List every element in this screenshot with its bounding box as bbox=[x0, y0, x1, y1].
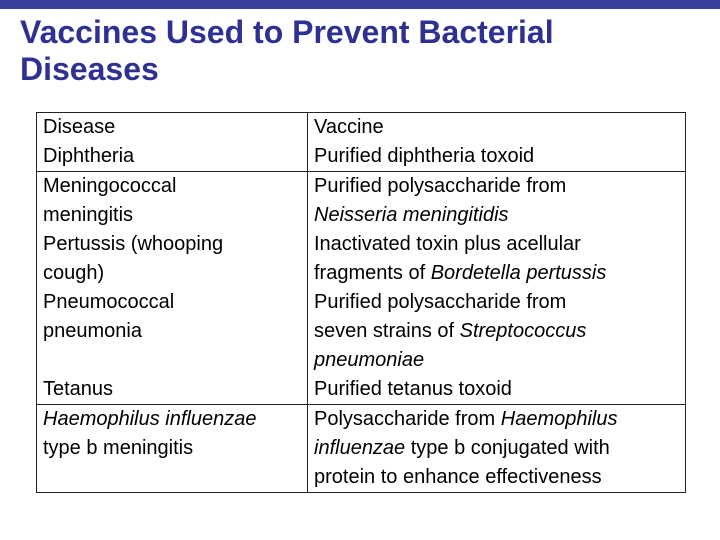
vaccine-pertussis-l1: Inactivated toxin plus acellular bbox=[314, 233, 581, 255]
vaccine-table bbox=[36, 112, 686, 493]
top-accent-bar bbox=[0, 0, 720, 9]
disease-cell bbox=[37, 172, 308, 405]
disease-cell bbox=[37, 113, 308, 172]
table-row bbox=[37, 405, 686, 493]
disease-pertussis-l1: Pertussis (whooping bbox=[43, 233, 224, 255]
species-name: Haemophilus influenzae bbox=[43, 408, 257, 430]
vaccine-pertussis-l2 bbox=[314, 259, 681, 288]
vaccine-cell bbox=[308, 405, 686, 493]
vaccine-tetanus: Purified tetanus toxoid bbox=[314, 378, 512, 400]
vaccine-hib-l2 bbox=[314, 434, 681, 463]
disease-diphtheria: Diphtheria bbox=[43, 145, 135, 167]
disease-pneumococcal-l1: Pneumococcal bbox=[43, 291, 175, 313]
disease-tetanus: Tetanus bbox=[43, 378, 114, 400]
table-row bbox=[37, 172, 686, 405]
vaccine-pneumococcal-l3 bbox=[314, 346, 681, 375]
species-name: Haemophilus bbox=[500, 408, 618, 430]
species-name: Bordetella pertussis bbox=[430, 262, 607, 284]
vaccine-diphtheria: Purified diphtheria toxoid bbox=[314, 145, 535, 167]
slide-title: Vaccines Used to Prevent Bacterial Diseases bbox=[20, 14, 554, 87]
vaccine-pneumococcal-l1: Purified polysaccharide from bbox=[314, 291, 567, 313]
header-disease: Disease bbox=[43, 116, 116, 138]
disease-meningococcal-l2: meningitis bbox=[43, 204, 134, 226]
text-fragment: Polysaccharide from bbox=[314, 408, 501, 430]
species-name: Neisseria meningitidis bbox=[314, 204, 509, 226]
disease-cell bbox=[37, 405, 308, 493]
vaccine-cell bbox=[308, 172, 686, 405]
vaccine-hib-l1 bbox=[314, 405, 681, 434]
text-fragment: seven strains of bbox=[314, 320, 460, 342]
disease-hib-l1 bbox=[43, 405, 303, 434]
disease-pertussis-l2: cough) bbox=[43, 262, 105, 284]
species-name: pneumoniae bbox=[314, 349, 425, 371]
disease-pneumococcal-l2: pneumonia bbox=[43, 320, 142, 342]
vaccine-meningococcal-l2 bbox=[314, 201, 681, 230]
vaccine-pneumococcal-l2 bbox=[314, 317, 681, 346]
header-vaccine: Vaccine bbox=[314, 116, 384, 138]
vaccine-hib-l3: protein to enhance effectiveness bbox=[314, 466, 602, 488]
text-fragment: fragments of bbox=[314, 262, 431, 284]
vaccine-meningococcal-l1: Purified polysaccharide from bbox=[314, 175, 567, 197]
table-row bbox=[37, 113, 686, 172]
vaccine-cell bbox=[308, 113, 686, 172]
text-fragment: type b conjugated with bbox=[405, 437, 610, 459]
species-name: influenzae bbox=[314, 437, 406, 459]
spacer bbox=[43, 346, 303, 375]
disease-meningococcal-l1: Meningococcal bbox=[43, 175, 177, 197]
species-name: Streptococcus bbox=[459, 320, 587, 342]
disease-hib-l2: type b meningitis bbox=[43, 437, 194, 459]
